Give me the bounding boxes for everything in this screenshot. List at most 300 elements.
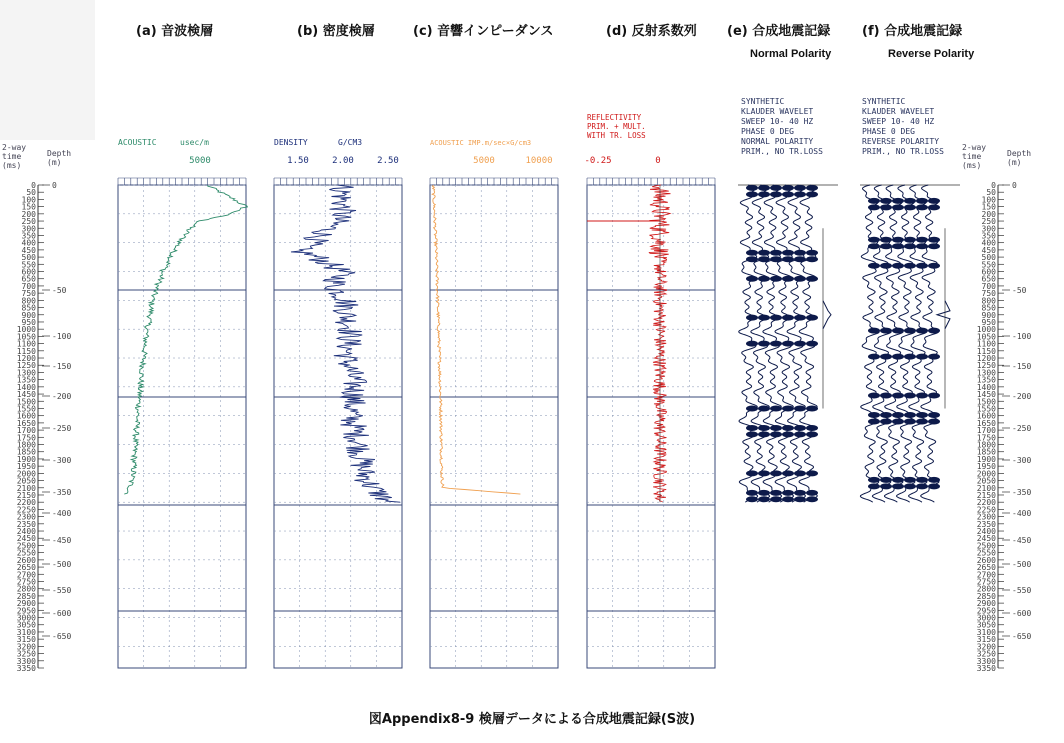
depth-axis-label: (m) [1007, 158, 1022, 167]
seismogram-reverse-lobe [916, 263, 928, 269]
time-tick-label: 2450 [16, 534, 36, 544]
panel-a-title: (a) 音波検層 [136, 24, 214, 39]
seismogram-normal-lobe [746, 250, 758, 256]
time-tick-label: 1500 [16, 397, 36, 407]
seismogram-normal-lobe [806, 185, 818, 191]
time-axis-label: (ms) [962, 161, 982, 170]
time-tick-label: 1650 [16, 418, 36, 428]
time-tick-label: 2600 [976, 555, 996, 565]
seismogram-reverse-lobe [868, 237, 880, 243]
seismogram-normal-lobe [770, 315, 782, 321]
seismogram-reverse-lobe [880, 237, 892, 243]
seismogram-normal-lobe [770, 496, 782, 502]
time-tick-label: 2650 [976, 563, 996, 573]
depth-axis-label: (m) [47, 158, 62, 167]
time-axis-label: time [2, 152, 22, 161]
seismogram-normal-lobe [758, 405, 770, 411]
seismogram-normal-lobe [746, 276, 758, 282]
time-tick-label: 2000 [16, 469, 36, 479]
time-tick-label: 3150 [976, 635, 996, 645]
seismogram-reverse-lobe [880, 393, 892, 399]
seismogram-normal-lobe [758, 470, 770, 476]
synthetic-normal-label: SWEEP 10- 40 HZ [741, 117, 814, 126]
seismogram-normal-lobe [794, 425, 806, 431]
seismogram-normal-lobe [782, 496, 794, 502]
seismogram-reverse-lobe [880, 418, 892, 424]
seismogram-reverse-lobe [880, 263, 892, 269]
time-tick-label: 1000 [976, 325, 996, 335]
time-tick-label: 550 [21, 260, 36, 270]
seismogram-reverse-lobe [916, 412, 928, 418]
seismogram-reverse-lobe [868, 243, 880, 249]
time-tick-label: 1950 [16, 462, 36, 472]
time-tick-label: 750 [981, 289, 996, 299]
time-tick-label: 1600 [976, 411, 996, 421]
seismogram-normal-lobe [782, 250, 794, 256]
seismogram-reverse-lobe [928, 198, 940, 204]
synthetic-reverse-label: REVERSE POLARITY [862, 137, 940, 146]
time-tick-label: 3000 [976, 613, 996, 623]
time-tick-label: 650 [21, 274, 36, 284]
time-tick-label: 1450 [976, 390, 996, 400]
depth-tick-label: -350 [1012, 488, 1032, 497]
depth-tick-label: -250 [1012, 424, 1032, 433]
seismogram-normal-lobe [746, 425, 758, 431]
seismogram-reverse-lobe [904, 354, 916, 360]
seismogram-normal-lobe [758, 341, 770, 347]
seismogram-normal-lobe [746, 185, 758, 191]
seismogram-normal-lobe [782, 490, 794, 496]
time-tick-label: 2550 [976, 548, 996, 558]
depth-tick-label: -650 [52, 632, 72, 641]
time-tick-label: 1150 [16, 346, 36, 356]
seismogram-reverse-lobe [892, 477, 904, 483]
synthetic-reverse-label: SYNTHETIC [862, 97, 906, 106]
seismogram-reverse-lobe [928, 393, 940, 399]
depth-tick-label: -500 [1012, 560, 1032, 569]
seismogram-reverse-lobe [904, 204, 916, 210]
depth-tick-label: -400 [52, 509, 72, 518]
seismogram-reverse-lobe [880, 354, 892, 360]
seismogram-normal-lobe [794, 431, 806, 437]
reflectivity-tick-label: -0.25 [584, 156, 612, 166]
seismogram-normal-lobe [758, 496, 770, 502]
seismogram-reverse-lobe [928, 237, 940, 243]
seismogram-reverse-lobe [928, 204, 940, 210]
density-label: DENSITY [274, 138, 308, 147]
time-tick-label: 150 [981, 202, 996, 212]
panel-c-title: (c) 音響インピーダンス [413, 24, 554, 39]
time-tick-label: 3150 [16, 635, 36, 645]
time-tick-label: 2750 [16, 577, 36, 587]
seismogram-normal-lobe [782, 191, 794, 197]
depth-tick-label: -300 [52, 456, 72, 465]
seismogram-normal-lobe [794, 276, 806, 282]
density-unit: G/CM3 [338, 138, 363, 147]
time-tick-label: 1050 [976, 332, 996, 342]
seismogram-normal-lobe [794, 250, 806, 256]
time-tick-label: 3350 [976, 664, 996, 673]
seismogram-reverse-lobe [892, 418, 904, 424]
seismogram-normal-lobe [806, 315, 818, 321]
seismogram-normal-lobe [758, 425, 770, 431]
time-tick-label: 2000 [976, 469, 996, 479]
panel-f-subtitle: Reverse Polarity [888, 48, 975, 60]
time-tick-label: 2500 [976, 541, 996, 551]
time-tick-label: 1900 [976, 454, 996, 464]
time-tick-label: 500 [981, 253, 996, 263]
time-tick-label: 3200 [976, 642, 996, 652]
time-tick-label: 2250 [16, 505, 36, 515]
seismogram-reverse-lobe [892, 263, 904, 269]
seismogram-normal-lobe [746, 431, 758, 437]
seismogram-reverse-lobe [904, 198, 916, 204]
seismogram-reverse-lobe [916, 483, 928, 489]
synthetic-normal-label: PHASE 0 DEG [741, 127, 794, 136]
time-tick-label: 400 [21, 238, 36, 248]
seismogram-reverse-lobe [904, 483, 916, 489]
time-tick-label: 3100 [976, 627, 996, 637]
seismogram-reverse-lobe [916, 204, 928, 210]
time-tick-label: 1000 [16, 325, 36, 335]
panel-b-title: (b) 密度検層 [297, 24, 375, 39]
time-tick-label: 2450 [976, 534, 996, 544]
time-tick-label: 800 [21, 296, 36, 306]
time-tick-label: 1500 [976, 397, 996, 407]
time-tick-label: 150 [21, 202, 36, 212]
seismogram-normal-lobe [746, 470, 758, 476]
seismogram-normal-lobe [770, 341, 782, 347]
depth-axis-label: Depth [1007, 149, 1032, 158]
seismogram-reverse-lobe [868, 204, 880, 210]
seismogram-reverse-lobe [928, 418, 940, 424]
seismogram-normal-lobe [770, 470, 782, 476]
seismogram-normal-lobe [758, 185, 770, 191]
seismogram-reverse-lobe [928, 354, 940, 360]
seismogram-normal-lobe [770, 405, 782, 411]
time-tick-label: 1400 [976, 382, 996, 392]
acoustic-tick-label: 5000 [189, 156, 211, 166]
seismogram-reverse-lobe [916, 393, 928, 399]
reflectivity-label: REFLECTIVITY [587, 113, 642, 122]
seismogram-reverse-lobe [928, 263, 940, 269]
time-tick-label: 100 [21, 195, 36, 205]
seismogram-normal-lobe [758, 250, 770, 256]
time-tick-label: 200 [21, 209, 36, 219]
time-tick-label: 1750 [976, 433, 996, 443]
time-tick-label: 2750 [976, 577, 996, 587]
depth-tick-label: -550 [1012, 586, 1032, 595]
synthetic-normal-label: SYNTHETIC [741, 97, 785, 106]
seismogram-normal-lobe [806, 250, 818, 256]
seismogram-reverse-lobe [892, 198, 904, 204]
seismogram-reverse-lobe [928, 328, 940, 334]
seismogram-reverse-lobe [904, 412, 916, 418]
impedance-tick-label: 10000 [525, 156, 553, 166]
depth-tick-label: -200 [1012, 392, 1032, 401]
seismogram-normal-lobe [758, 490, 770, 496]
time-tick-label: 1550 [976, 404, 996, 414]
time-tick-label: 2500 [16, 541, 36, 551]
time-tick-label: 1700 [976, 426, 996, 436]
time-tick-label: 350 [981, 231, 996, 241]
seismogram-normal-lobe [794, 405, 806, 411]
time-tick-label: 2700 [16, 570, 36, 580]
seismogram-normal-lobe [758, 276, 770, 282]
time-tick-label: 700 [21, 281, 36, 291]
time-tick-label: 1400 [16, 382, 36, 392]
seismogram-normal-lobe [782, 185, 794, 191]
seismogram-normal-lobe [794, 191, 806, 197]
depth-tick-label: -500 [52, 560, 72, 569]
depth-tick-label: 0 [1012, 181, 1017, 190]
seismogram-normal-lobe [782, 315, 794, 321]
depth-tick-label: -150 [1012, 362, 1032, 371]
time-tick-label: 1150 [976, 346, 996, 356]
seismogram-reverse-lobe [904, 418, 916, 424]
depth-tick-label: -150 [52, 362, 72, 371]
depth-tick-label: -600 [52, 609, 72, 618]
panel-e-title: (e) 合成地震記録 [727, 24, 831, 39]
seismogram-reverse-lobe [892, 204, 904, 210]
seismogram-normal-lobe [770, 490, 782, 496]
time-tick-label: 2300 [976, 512, 996, 522]
depth-tick-label: -200 [52, 392, 72, 401]
time-tick-label: 3300 [976, 656, 996, 666]
seismogram-reverse-lobe [904, 393, 916, 399]
depth-tick-label: -550 [52, 586, 72, 595]
seismogram-normal-lobe [806, 276, 818, 282]
time-tick-label: 1800 [976, 440, 996, 450]
time-tick-label: 3000 [16, 613, 36, 623]
density-tick-label: 1.50 [287, 156, 309, 166]
seismogram-normal-lobe [806, 470, 818, 476]
seismogram-normal-lobe [806, 191, 818, 197]
depth-tick-label: -100 [1012, 332, 1032, 341]
time-tick-label: 0 [991, 181, 996, 190]
time-tick-label: 1100 [16, 339, 36, 349]
time-tick-label: 900 [981, 310, 996, 320]
time-tick-label: 3050 [976, 620, 996, 630]
time-tick-label: 1250 [16, 361, 36, 371]
figure-caption: 図Appendix8-9 検層データによる合成地震記録(S波) [368, 712, 696, 727]
time-tick-label: 2550 [16, 548, 36, 558]
seismogram-normal-lobe [758, 431, 770, 437]
time-tick-label: 1850 [16, 447, 36, 457]
time-tick-label: 2850 [976, 591, 996, 601]
time-tick-label: 950 [21, 317, 36, 327]
seismogram-reverse-lobe [880, 198, 892, 204]
time-tick-label: 2800 [16, 584, 36, 594]
time-tick-label: 2250 [976, 505, 996, 515]
time-tick-label: 2950 [976, 606, 996, 616]
seismogram-normal-lobe [782, 341, 794, 347]
seismogram-normal-lobe [770, 250, 782, 256]
time-tick-label: 2900 [16, 599, 36, 609]
seismogram-normal-lobe [770, 425, 782, 431]
seismogram-reverse-lobe [868, 418, 880, 424]
time-tick-label: 2400 [976, 527, 996, 537]
seismogram-reverse-lobe [928, 477, 940, 483]
seismogram-reverse-lobe [916, 237, 928, 243]
panel-d-title: (d) 反射系数列 [606, 24, 697, 39]
time-tick-label: 600 [21, 267, 36, 277]
seismogram-reverse-lobe [892, 354, 904, 360]
seismogram-reverse-lobe [892, 243, 904, 249]
time-tick-label: 3250 [16, 649, 36, 659]
time-tick-label: 900 [21, 310, 36, 320]
time-tick-label: 2200 [976, 498, 996, 508]
time-tick-label: 1600 [16, 411, 36, 421]
seismogram-normal-lobe [806, 425, 818, 431]
seismogram-normal-lobe [782, 405, 794, 411]
time-tick-label: 2700 [976, 570, 996, 580]
seismogram-reverse-lobe [916, 354, 928, 360]
seismogram-reverse-lobe [880, 412, 892, 418]
scan-margin [0, 0, 95, 140]
time-tick-label: 850 [981, 303, 996, 313]
depth-tick-label: -50 [1012, 286, 1027, 295]
seismogram-normal-lobe [806, 405, 818, 411]
time-tick-label: 1750 [16, 433, 36, 443]
time-tick-label: 350 [21, 231, 36, 241]
depth-tick-label: -400 [1012, 509, 1032, 518]
time-tick-label: 1050 [16, 332, 36, 342]
seismogram-normal-lobe [782, 470, 794, 476]
seismogram-reverse-lobe [916, 477, 928, 483]
depth-tick-label: -450 [52, 536, 72, 545]
time-tick-label: 450 [981, 245, 996, 255]
depth-tick-label: -300 [1012, 456, 1032, 465]
depth-tick-label: -100 [52, 332, 72, 341]
time-tick-label: 1700 [16, 426, 36, 436]
panel-e-subtitle: Normal Polarity [750, 48, 832, 60]
seismogram-reverse-lobe [880, 204, 892, 210]
synthetic-reverse-label: KLAUDER WAVELET [862, 107, 935, 116]
seismogram-reverse-lobe [868, 393, 880, 399]
seismogram-reverse-lobe [892, 412, 904, 418]
seismogram-normal-lobe [794, 470, 806, 476]
synthetic-reverse-label: SWEEP 10- 40 HZ [862, 117, 935, 126]
time-tick-label: 850 [21, 303, 36, 313]
seismogram-normal-lobe [794, 490, 806, 496]
seismogram-normal-lobe [770, 431, 782, 437]
seismogram-normal-lobe [806, 496, 818, 502]
time-tick-label: 2950 [16, 606, 36, 616]
seismogram-reverse-lobe [928, 243, 940, 249]
time-tick-label: 500 [21, 253, 36, 263]
time-tick-label: 2100 [16, 483, 36, 493]
time-tick-label: 1650 [976, 418, 996, 428]
seismogram-reverse-lobe [868, 198, 880, 204]
seismogram-reverse-lobe [880, 477, 892, 483]
time-tick-label: 1200 [16, 354, 36, 364]
seismogram-reverse-lobe [880, 483, 892, 489]
depth-tick-label: -450 [1012, 536, 1032, 545]
reflectivity-label: PRIM. + MULT. [587, 122, 646, 131]
seismogram-normal-lobe [806, 431, 818, 437]
time-tick-label: 1350 [976, 375, 996, 385]
time-tick-label: 2350 [976, 519, 996, 529]
time-tick-label: 3250 [976, 649, 996, 659]
time-tick-label: 3200 [16, 642, 36, 652]
time-tick-label: 50 [26, 188, 36, 198]
seismogram-normal-lobe [782, 431, 794, 437]
seismogram-reverse-lobe [868, 412, 880, 418]
density-tick-label: 2.50 [377, 156, 399, 166]
density-tick-label: 2.00 [332, 156, 354, 166]
impedance-tick-label: 5000 [473, 156, 495, 166]
seismogram-reverse-lobe [904, 237, 916, 243]
time-tick-label: 2300 [16, 512, 36, 522]
depth-axis-label: Depth [47, 149, 72, 158]
seismogram-normal-lobe [806, 256, 818, 262]
time-tick-label: 1950 [976, 462, 996, 472]
time-tick-label: 3350 [16, 664, 36, 673]
time-axis-label: 2-way [2, 143, 27, 152]
seismogram-normal-lobe [746, 405, 758, 411]
seismogram-reverse-lobe [904, 328, 916, 334]
time-tick-label: 2800 [976, 584, 996, 594]
time-tick-label: 100 [981, 195, 996, 205]
seismogram-reverse-lobe [868, 477, 880, 483]
time-tick-label: 1900 [16, 454, 36, 464]
seismogram-normal-lobe [746, 341, 758, 347]
time-tick-label: 800 [981, 296, 996, 306]
seismogram-reverse-lobe [868, 263, 880, 269]
depth-tick-label: -350 [52, 488, 72, 497]
time-tick-label: 550 [981, 260, 996, 270]
time-tick-label: 1850 [976, 447, 996, 457]
time-tick-label: 2050 [16, 476, 36, 486]
time-tick-label: 2600 [16, 555, 36, 565]
time-tick-label: 2650 [16, 563, 36, 573]
seismogram-normal-lobe [794, 185, 806, 191]
time-tick-label: 650 [981, 274, 996, 284]
time-tick-label: 2350 [16, 519, 36, 529]
seismogram-reverse-lobe [868, 483, 880, 489]
time-tick-label: 2850 [16, 591, 36, 601]
seismogram-normal-lobe [746, 191, 758, 197]
seismogram-reverse-lobe [880, 243, 892, 249]
seismogram-normal-lobe [770, 185, 782, 191]
depth-tick-label: -600 [1012, 609, 1032, 618]
synthetic-normal-label: PRIM., NO TR.LOSS [741, 147, 823, 156]
depth-tick-label: 0 [52, 181, 57, 190]
reflectivity-label: WITH TR. LOSS [587, 131, 646, 140]
time-axis-label: time [962, 152, 982, 161]
time-tick-label: 400 [981, 238, 996, 248]
time-tick-label: 3300 [16, 656, 36, 666]
seismogram-normal-lobe [758, 191, 770, 197]
time-tick-label: 1550 [16, 404, 36, 414]
time-tick-label: 300 [981, 224, 996, 234]
time-tick-label: 250 [21, 217, 36, 227]
time-tick-label: 50 [986, 188, 996, 198]
seismogram-reverse-lobe [892, 483, 904, 489]
seismogram-normal-lobe [746, 496, 758, 502]
time-tick-label: 1450 [16, 390, 36, 400]
time-tick-label: 2150 [976, 490, 996, 500]
panel-f-title: (f) 合成地震記録 [862, 24, 963, 39]
time-tick-label: 750 [21, 289, 36, 299]
synthetic-reverse-label: PRIM., NO TR.LOSS [862, 147, 944, 156]
seismogram-reverse-lobe [916, 198, 928, 204]
seismogram-reverse-lobe [868, 354, 880, 360]
impedance-label: ACOUSTIC IMP.m/sec×G/cm3 [430, 139, 532, 147]
acoustic-label: ACOUSTIC [118, 138, 157, 147]
seismogram-reverse-lobe [892, 328, 904, 334]
